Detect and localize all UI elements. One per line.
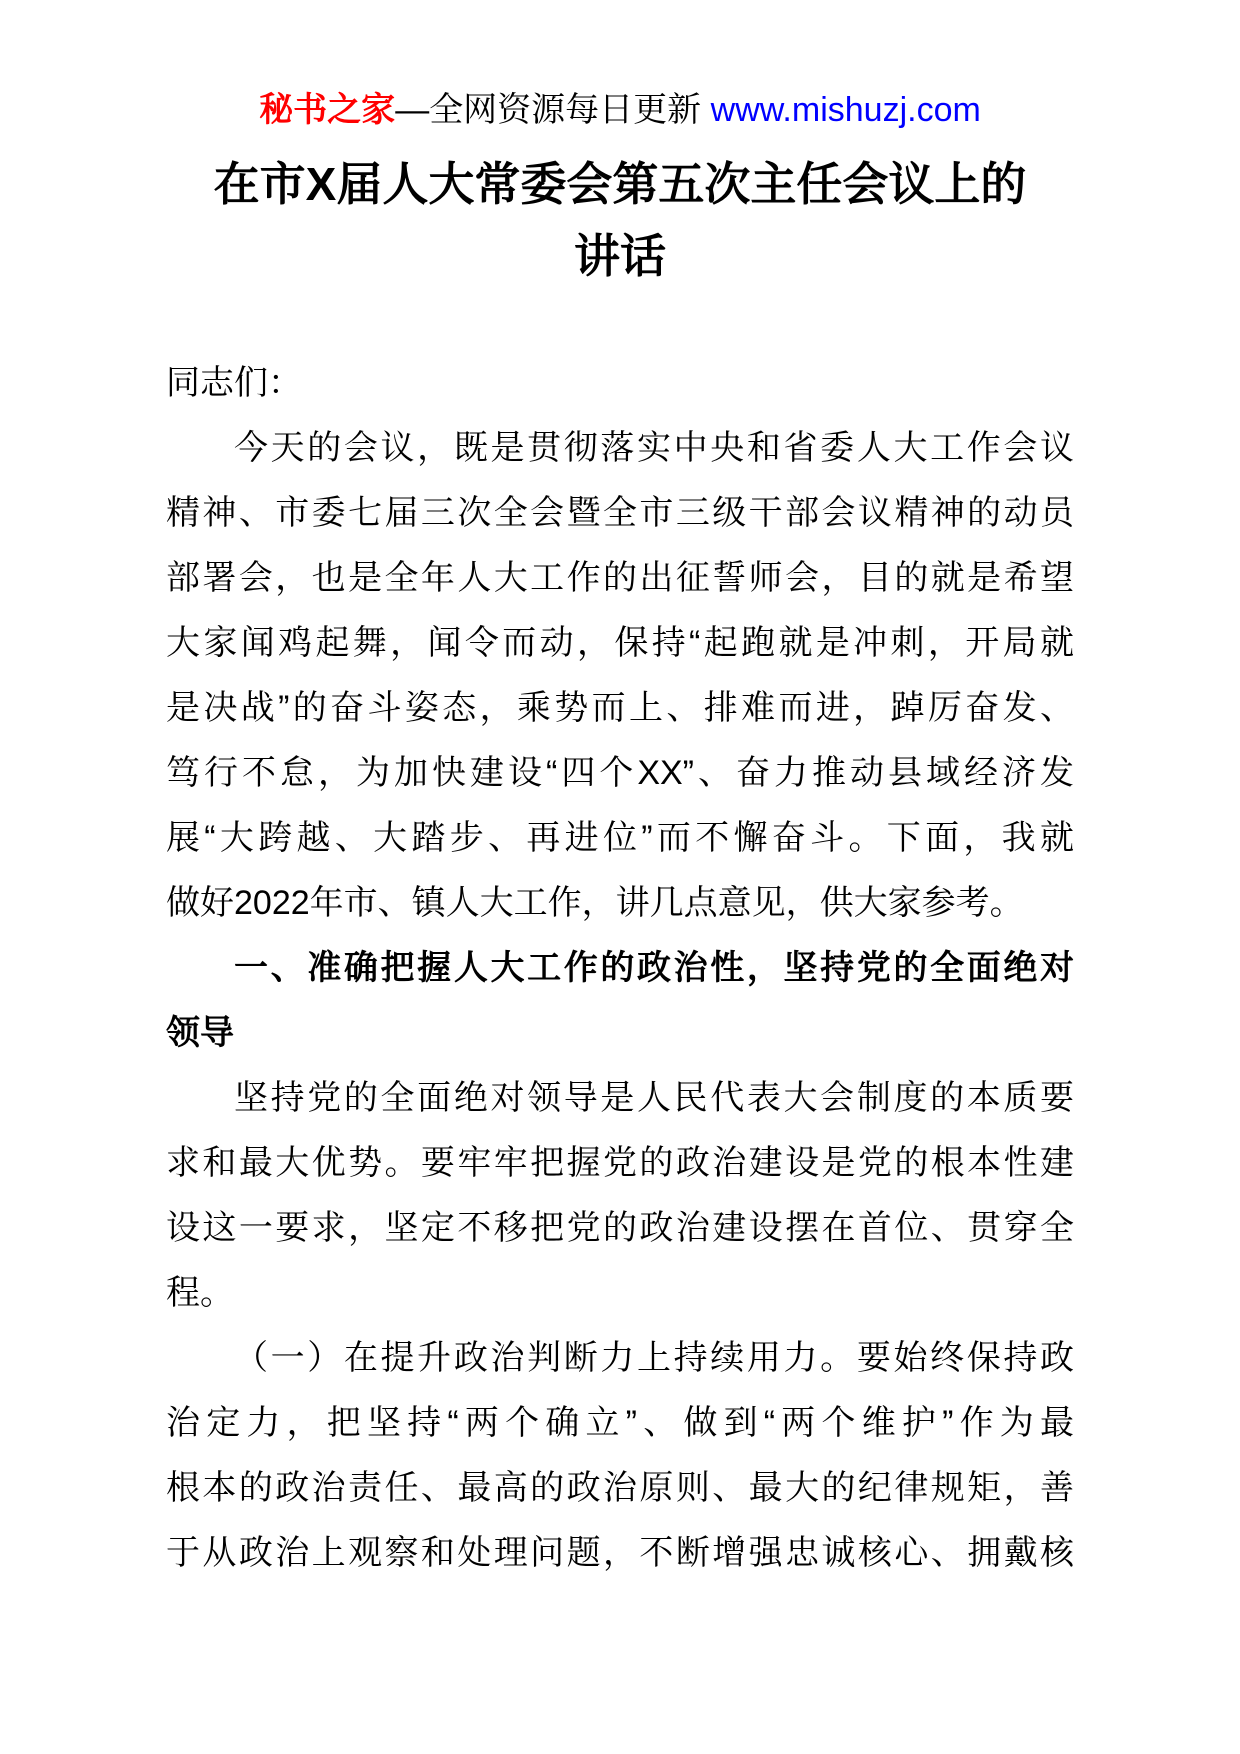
para1-line-8: 做好2022年市、镇人大工作，讲几点意见，供大家参考。 <box>166 884 1024 922</box>
document-title-line1: 在市X届人大常委会第五次主任会议上的 <box>213 158 1027 210</box>
section-heading-line-1: 一、准确把握人大工作的政治性，坚持党的全面绝对 <box>234 949 1074 987</box>
para3-line-4: 于从政治上观察和处理问题，不断增强忠诚核心、拥戴核 <box>166 1534 1074 1572</box>
site-tagline: —全网资源每日更新 <box>395 91 711 129</box>
para1-line-3: 部署会，也是全年人大工作的出征誓师会，目的就是希望 <box>166 559 1074 597</box>
para2-line-2: 求和最大优势。要牢牢把握党的政治建设是党的根本性建 <box>166 1144 1074 1182</box>
para1-line-6: 笃行不怠，为加快建设“四个XX”、奋力推动县域经济发 <box>166 754 1074 792</box>
para1-line-2: 精神、市委七届三次全会暨全市三级干部会议精神的动员 <box>166 494 1074 532</box>
para3-line-1: （一）在提升政治判断力上持续用力。要始终保持政 <box>234 1339 1074 1377</box>
document-body <box>166 351 1074 1586</box>
site-url-link[interactable]: www.mishuzj.com <box>710 91 981 129</box>
para2-line-3: 设这一要求，坚定不移把党的政治建设摆在首位、贯穿全 <box>166 1209 1074 1247</box>
para3-line-3: 根本的政治责任、最高的政治原则、最大的纪律规矩，善 <box>166 1469 1074 1507</box>
para2-line-4: 程。 <box>166 1274 234 1312</box>
para1-line-1: 今天的会议，既是贯彻落实中央和省委人大工作会议 <box>234 429 1074 467</box>
document-title <box>100 148 1140 292</box>
para1-line-5: 是决战”的奋斗姿态，乘势而上、排难而进，踔厉奋发、 <box>166 689 1074 727</box>
site-brand: 秘书之家 <box>259 91 396 129</box>
site-header <box>0 90 1240 130</box>
section-heading-line-2: 领导 <box>166 1014 234 1052</box>
para3-line-2: 治定力，把坚持“两个确立”、做到“两个维护”作为最 <box>166 1404 1074 1442</box>
para1-line-7: 展“大跨越、大踏步、再进位”而不懈奋斗。下面，我就 <box>166 819 1074 857</box>
greeting-line: 同志们： <box>166 364 302 402</box>
document-title-line2: 讲话 <box>574 230 666 282</box>
para2-line-1: 坚持党的全面绝对领导是人民代表大会制度的本质要 <box>234 1079 1074 1117</box>
para1-line-4: 大家闻鸡起舞，闻令而动，保持“起跑就是冲刺，开局就 <box>166 624 1074 662</box>
